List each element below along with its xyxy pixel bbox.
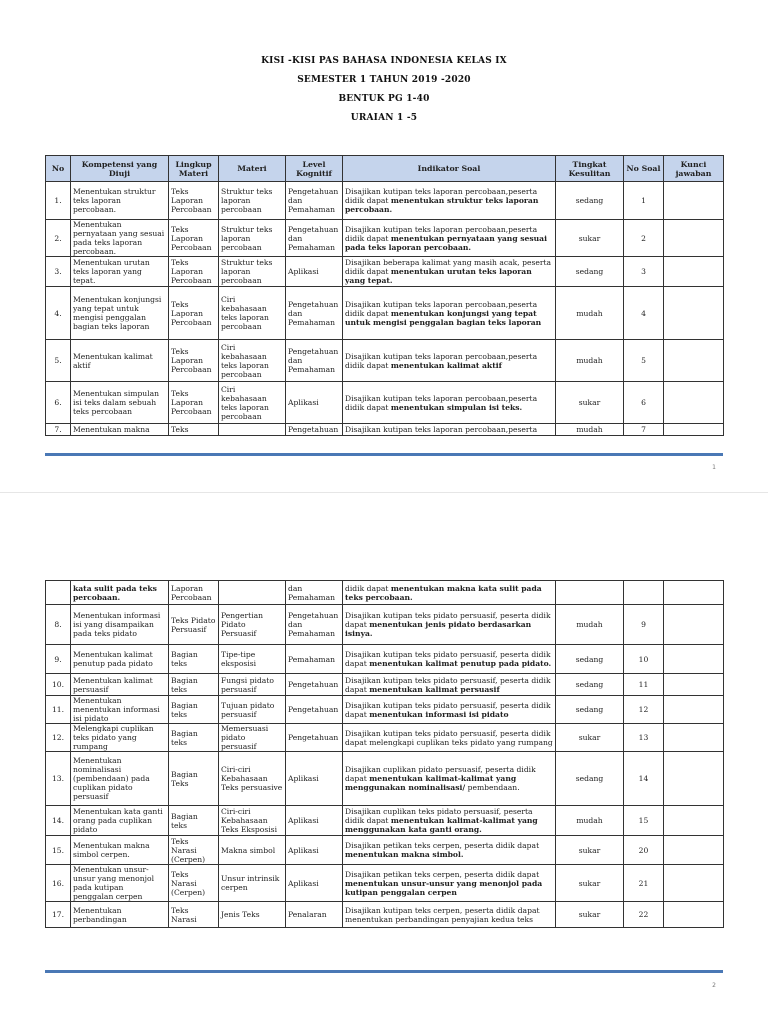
indikator-bold: menentukan jenis pidato berdasarkan isinya. [345,620,532,638]
cell-nosoal: 2 [624,220,664,257]
cell-tingkat: sedang [556,645,624,674]
cell-level: Pengetahuan dan Pemahaman [286,287,343,340]
indikator-bold: menentukan informasi isi pidato [369,709,509,719]
indikator-pre: Disajikan kutipan teks pidato persuasif, peserta didik dapat [345,650,551,668]
header-form-uraian: URAIAN 1 -5 [350,113,418,123]
cell-materi [219,424,286,436]
cell-indikator [343,581,556,605]
col-header-indikator: Indikator Soal [343,156,556,182]
cell-level: Aplikasi [286,806,343,836]
cell-materi: Ciri-ciri Kebahasaan Teks Eksposisi [219,806,286,836]
cell-indikator [343,257,556,287]
cell-nosoal: 15 [624,806,664,836]
cell-materi: Struktur teks laporan percobaan [219,257,286,287]
table-row [46,696,724,724]
page-1-number: 1 [712,464,716,471]
cell-level: Pengetahuan [286,696,343,724]
indikator-bold: menentukan kalimat-kalimat yang menggunakan nominalisasi/ [345,774,517,792]
cell-kompetensi: Melengkapi cuplikan teks pidato yang rumpang [71,724,169,752]
cell-kompetensi: Menentukan konjungsi yang tepat untuk mengisi penggalan bagian teks laporan [71,287,169,340]
cell-indikator [343,424,556,436]
cell-tingkat: sukar [556,902,624,928]
cell-materi: Struktur teks laporan percobaan [219,182,286,220]
cell-no: 6. [46,382,71,424]
cell-no [46,581,71,605]
page-2-footer-rule [45,970,723,973]
header-form-pg: BENTUK PG 1-40 [338,94,430,104]
cell-level: Aplikasi [286,382,343,424]
cell-indikator [343,220,556,257]
cell-kompetensi: Menentukan perbandingan [71,902,169,928]
cell-nosoal: 21 [624,865,664,902]
cell-tingkat: sedang [556,696,624,724]
cell-level: Pengetahuan [286,674,343,696]
cell-no: 2. [46,220,71,257]
cell-lingkup: Teks [169,424,219,436]
col-header-materi: Materi [219,156,286,182]
indikator-bold: menentukan simpulan isi teks. [390,402,523,412]
col-header-lingkup: Lingkup Materi [169,156,219,182]
document-header [0,56,768,132]
cell-kunci [664,865,724,902]
table-row [46,724,724,752]
cell-indikator [343,902,556,928]
cell-no: 5. [46,340,71,382]
cell-indikator [343,696,556,724]
cell-no: 3. [46,257,71,287]
cell-lingkup: Bagian teks [169,724,219,752]
table-row [46,645,724,674]
header-semester: SEMESTER 1 TAHUN 2019 -2020 [297,75,471,85]
cell-materi: Ciri kebahasaan teks laporan percobaan [219,287,286,340]
cell-kunci [664,287,724,340]
cell-nosoal: 1 [624,182,664,220]
col-header-level: Level Kognitif [286,156,343,182]
cell-materi: Jenis Teks [219,902,286,928]
cell-level: dan Pemahaman [286,581,343,605]
cell-kompetensi: Menentukan kalimat persuasif [71,674,169,696]
indikator-pre: Disajikan cuplikan teks pidato persuasif, peserta didik dapat [345,807,533,825]
indikator-pre: Disajikan kutipan teks pidato persuasif, peserta didik dapat [345,611,551,629]
cell-nosoal: 13 [624,724,664,752]
col-header-kompetensi: Kompetensi yang Diuji [71,156,169,182]
cell-materi: Ciri kebahasaan teks laporan percobaan [219,340,286,382]
cell-materi [219,581,286,605]
cell-no: 15. [46,836,71,865]
cell-level: Pemahaman [286,645,343,674]
cell-level: Aplikasi [286,752,343,806]
indikator-pre: Disajikan kutipan teks pidato persuasif, peserta didik dapat [345,675,551,694]
kisi-kisi-table-page-1 [45,155,724,436]
cell-no: 10. [46,674,71,696]
cell-tingkat: sukar [556,865,624,902]
cell-tingkat: mudah [556,605,624,645]
cell-lingkup: Teks Laporan Percobaan [169,182,219,220]
cell-materi: Memersuasi pidato persuasif [219,724,286,752]
indikator-bold: menentukan kalimat-kalimat yang menggunakan kata ganti orang. [345,816,538,834]
cell-lingkup: Teks Laporan Percobaan [169,257,219,287]
cell-kompetensi: Menentukan makna [71,424,169,436]
cell-materi: Struktur teks laporan percobaan [219,220,286,257]
table-header-row [46,156,724,182]
cell-kompetensi: Menentukan informasi isi yang disampaikan pada teks pidato [71,605,169,645]
cell-lingkup: Laporan Percobaan [169,581,219,605]
cell-lingkup: Teks Laporan Percobaan [169,287,219,340]
cell-level: Pengetahuan dan Pemahaman [286,182,343,220]
cell-kunci [664,605,724,645]
cell-kunci [664,257,724,287]
table-row [46,865,724,902]
cell-tingkat: sedang [556,182,624,220]
cell-no: 17. [46,902,71,928]
table-row [46,257,724,287]
cell-kompetensi: Menentukan kalimat aktif [71,340,169,382]
table-row [46,182,724,220]
table-row [46,674,724,696]
cell-tingkat: sedang [556,674,624,696]
cell-indikator [343,287,556,340]
table-row [46,287,724,340]
cell-tingkat: mudah [556,806,624,836]
cell-lingkup: Bagian teks [169,806,219,836]
cell-indikator [343,182,556,220]
cell-level: Aplikasi [286,257,343,287]
cell-lingkup: Teks Narasi (Cerpen) [169,836,219,865]
table-row [46,581,724,605]
cell-materi: Ciri-ciri Kebahasaan Teks persuasive [219,752,286,806]
cell-no: 8. [46,605,71,645]
indikator-pre: Disajikan kutipan teks laporan percobaan,peserta didik dapat [345,351,538,370]
cell-kompetensi: Menentukan pernyataan yang sesuai pada teks laporan percobaan. [71,220,169,257]
cell-kunci [664,724,724,752]
cell-kompetensi: Menentukan urutan teks laporan yang tepat. [71,257,169,287]
cell-materi: Ciri kebahasaan teks laporan percobaan [219,382,286,424]
cell-kunci [664,752,724,806]
cell-level: Pengetahuan dan Pemahaman [286,340,343,382]
indikator-bold: menentukan urutan teks laporan yang tepat. [345,267,532,285]
header-title: KISI -KISI PAS BAHASA INDONESIA KELAS IX [261,56,507,66]
cell-nosoal: 5 [624,340,664,382]
cell-tingkat: sedang [556,752,624,806]
cell-kunci [664,581,724,605]
cell-lingkup: Teks Laporan Percobaan [169,382,219,424]
cell-tingkat: sukar [556,220,624,257]
cell-nosoal: 3 [624,257,664,287]
indikator-pre: Disajikan petikan teks cerpen, peserta didik dapat [345,869,540,879]
cell-nosoal: 12 [624,696,664,724]
cell-lingkup: Teks Laporan Percobaan [169,340,219,382]
indikator-bold: menentukan kalimat persuasif [369,684,500,694]
table-row [46,806,724,836]
cell-nosoal: 6 [624,382,664,424]
cell-kunci [664,836,724,865]
cell-nosoal: 9 [624,605,664,645]
cell-no: 4. [46,287,71,340]
cell-materi: Fungsi pidato persuasif [219,674,286,696]
indikator-pre: Disajikan kutipan teks cerpen, peserta didik dapat menentukan perbandingan penyajian kedua teks [345,905,540,924]
cell-tingkat: sedang [556,257,624,287]
indikator-bold: menentukan makna simbol. [345,850,464,859]
col-header-nosoal: No Soal [624,156,664,182]
table-row [46,340,724,382]
cell-lingkup: Bagian teks [169,645,219,674]
cell-tingkat: sukar [556,724,624,752]
cell-no: 1. [46,182,71,220]
cell-kunci [664,382,724,424]
table-row [46,752,724,806]
indikator-pre: Disajikan beberapa kalimat yang masih acak, peserta didik dapat [345,258,552,276]
cell-indikator [343,865,556,902]
indikator-pre: Disajikan petikan teks cerpen, peserta didik dapat [345,841,540,850]
cell-indikator [343,340,556,382]
indikator-bold: menentukan kalimat penutup pada pidato. [369,659,552,668]
page-2-number: 2 [712,982,716,989]
cell-indikator [343,382,556,424]
cell-kompetensi: Menentukan nominalisasi (pembendaan) pada cuplikan pidato persuasif [71,752,169,806]
cell-level: Aplikasi [286,865,343,902]
indikator-pre: didik dapat [345,583,391,593]
cell-indikator [343,724,556,752]
cell-indikator [343,836,556,865]
cell-nosoal: 4 [624,287,664,340]
col-header-no: No [46,156,71,182]
table-row [46,836,724,865]
cell-tingkat [556,581,624,605]
cell-kunci [664,220,724,257]
table-row [46,902,724,928]
cell-lingkup: Teks Laporan Percobaan [169,220,219,257]
cell-level: Aplikasi [286,836,343,865]
cell-no: 9. [46,645,71,674]
cell-indikator [343,674,556,696]
cell-indikator [343,806,556,836]
cell-kunci [664,902,724,928]
cell-nosoal: 11 [624,674,664,696]
cell-nosoal [624,581,664,605]
cell-no: 12. [46,724,71,752]
cell-level: Pengetahuan dan Pemahaman [286,220,343,257]
cell-kompetensi: Menentukan struktur teks laporan percobaan. [71,182,169,220]
cell-no: 16. [46,865,71,902]
indikator-pre: Disajikan kutipan teks pidato persuasif, peserta didik dapat melengkapi cuplikan teks pidato yang rumpang [345,728,553,747]
indikator-bold: menentukan konjungsi yang tepat untuk mengisi penggalan bagian teks laporan [345,308,542,327]
cell-level: Pengetahuan dan Pemahaman [286,605,343,645]
cell-lingkup: Teks Narasi [169,902,219,928]
cell-kunci [664,806,724,836]
cell-kompetensi: Menentukan makna simbol cerpen. [71,836,169,865]
table-row [46,382,724,424]
cell-no: 13. [46,752,71,806]
cell-indikator [343,752,556,806]
cell-tingkat: mudah [556,340,624,382]
indikator-bold: menentukan makna kata sulit pada teks percobaan. [345,583,542,602]
indikator-pre: Disajikan kutipan teks laporan percobaan,peserta didik dapat [345,224,538,243]
col-header-kunci: Kunci jawaban [664,156,724,182]
indikator-pre: Disajikan cuplikan pidato persuasif, peserta didik dapat [345,765,536,783]
cell-kunci [664,645,724,674]
cell-no: 7. [46,424,71,436]
cell-tingkat: mudah [556,424,624,436]
cell-level: Penalaran [286,902,343,928]
cell-materi: Tujuan pidato persuasif [219,696,286,724]
cell-kompetensi: Menentukan kalimat penutup pada pidato [71,645,169,674]
cell-kunci [664,674,724,696]
cell-kompetensi: Menentukan unsur-unsur yang menonjol pada kutipan penggalan cerpen [71,865,169,902]
indikator-bold: menentukan kalimat aktif [390,360,502,370]
cell-nosoal: 14 [624,752,664,806]
indikator-pre: Disajikan kutipan teks laporan percobaan,peserta didik dapat [345,187,538,205]
indikator-pre: Disajikan kutipan teks pidato persuasif, peserta didik dapat [345,700,551,719]
cell-kompetensi: Menentukan menentukan informasi isi pidato [71,696,169,724]
cell-indikator [343,605,556,645]
indikator-pre: Disajikan kutipan teks laporan percobaan,peserta didik dapat [345,393,538,412]
cell-no: 11. [46,696,71,724]
indikator-pre: Disajikan kutipan teks laporan percobaan,peserta [345,425,538,434]
cell-kompetensi: Menentukan kata ganti orang pada cuplikan pidato [71,806,169,836]
cell-materi: Makna simbol [219,836,286,865]
cell-kunci [664,182,724,220]
indikator-bold: menentukan pernyataan yang sesuai pada teks laporan percobaan. [345,233,547,252]
cell-lingkup: Bagian teks [169,674,219,696]
table-row [46,605,724,645]
cell-nosoal: 22 [624,902,664,928]
cell-lingkup: Bagian teks [169,696,219,724]
cell-materi: Tipe-tipe eksposisi [219,645,286,674]
cell-materi: Unsur intrinsik cerpen [219,865,286,902]
table-row [46,424,724,436]
cell-level: Pengetahuan [286,724,343,752]
cell-kompetensi: Menentukan simpulan isi teks dalam sebuah teks percobaan [71,382,169,424]
cell-lingkup: Teks Pidato Persuasif [169,605,219,645]
cell-nosoal: 10 [624,645,664,674]
cell-lingkup: Teks Narasi (Cerpen) [169,865,219,902]
cell-level: Pengetahuan [286,424,343,436]
cell-kompetensi: kata sulit pada teks percobaan. [71,581,169,605]
cell-kunci [664,696,724,724]
page-1-footer-rule [45,453,723,456]
col-header-tingkat: Tingkat Kesulitan [556,156,624,182]
cell-tingkat: sukar [556,836,624,865]
cell-indikator [343,645,556,674]
indikator-bold: menentukan unsur-unsur yang menonjol pada kutipan penggalan cerpen [345,878,543,897]
cell-materi: Pengertian Pidato Persuasif [219,605,286,645]
indikator-bold: menentukan struktur teks laporan percobaan. [345,196,539,214]
cell-tingkat: sukar [556,382,624,424]
cell-kunci [664,424,724,436]
indikator-post: pembendaan. [465,783,520,792]
cell-tingkat: mudah [556,287,624,340]
cell-lingkup: Bagian Teks [169,752,219,806]
cell-nosoal: 20 [624,836,664,865]
cell-no: 14. [46,806,71,836]
table-row [46,220,724,257]
cell-nosoal: 7 [624,424,664,436]
indikator-pre: Disajikan kutipan teks laporan percobaan,peserta didik dapat [345,299,538,318]
cell-kunci [664,340,724,382]
kisi-kisi-table-page-2 [45,580,724,928]
